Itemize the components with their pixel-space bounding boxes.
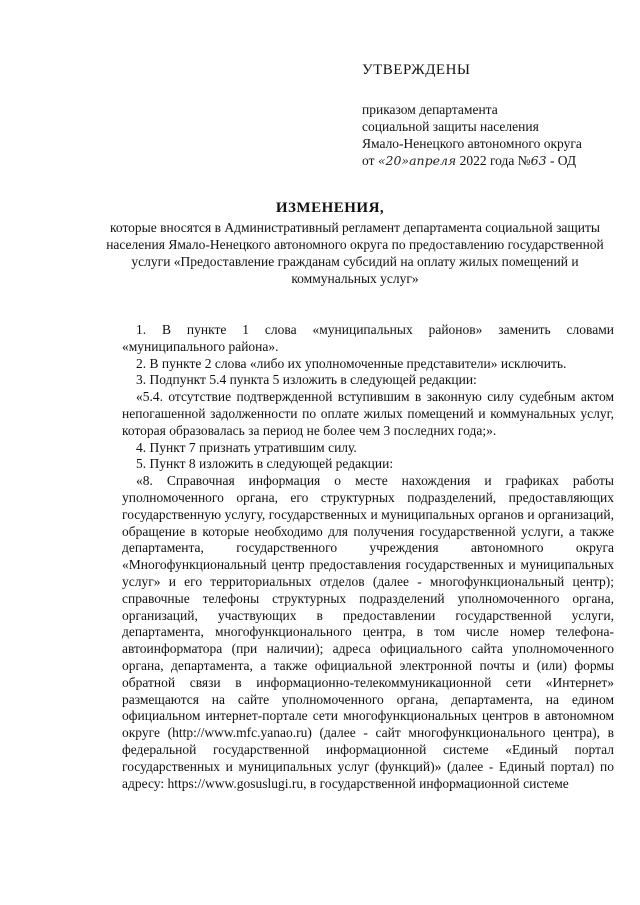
handwritten-day: «20 (377, 153, 402, 168)
approval-block (362, 62, 630, 169)
paragraph: «8. Справочная информация о месте нахождения и графиках работы уполномоченного органа, его структурных подразделений, предоставляющих государственную услугу, государственных и муниципальных органов и организаций, обращение в которые необходимо для получения государственной услуги, а также департамента, государственного учреждения автономного округа «Многофункциональный центр предоставления государственных и муниципальных услуг» и его территориальных отделов (далее - многофункциональный центр); справочные телефоны структурных подразделений уполномоченного органа, организаций, участвующих в предоставлении государственной услуги, департамента, многофункционального центра, в том числе номер телефона-автоинформатора (при наличии); адреса официального сайта уполномоченного органа, департамента, а также официальной электронной почты и (или) формы обратной связи в информационно-телекоммуникационной сети «Интернет» размещаются на сайте уполномоченного органа, департамента, на едином официальном интернет-портале сети многофункциональных центров в автономном округе (http://www.mfc.yanao.ru) (далее - сайт многофункционального центра), в федеральной государственной информационной системе «Единый портал государственных и муниципальных услуг (функций)» (далее - Единый портал) по адресу: https://www.gosuslugi.ru, в государственной информационной системе (122, 473, 614, 791)
paragraph: 1. В пункте 1 слова «муниципальных районов» заменить словами «муниципального района». (122, 322, 614, 354)
order-date-prefix: от (362, 153, 378, 168)
approval-line: приказом департамента (362, 102, 498, 117)
handwritten-number: 63 (530, 153, 547, 168)
approval-line: социальной защиты населения (362, 119, 539, 134)
order-date-line (362, 152, 630, 169)
document-title: ИЗМЕНЕНИЯ, (275, 200, 385, 216)
document-body (122, 322, 614, 792)
paragraph: 2. В пункте 2 слова «либо их уполномоченные представители» исключить. (136, 355, 567, 371)
approval-heading: УТВЕРЖДЕНЫ (362, 62, 471, 78)
paragraph: «5.4. отсутствие подтвержденной вступившим в законную силу судебным актом непогашенной задолженности по оплате жилых помещений и коммунальных услуг, которая образовалась за период не более чем 3 последних года;». (122, 389, 614, 438)
approval-line: Ямало-Ненецкого автономного округа (362, 136, 582, 151)
order-year: 2022 года № (456, 153, 531, 168)
paragraph: 3. Подпункт 5.4 пункта 5 изложить в следующей редакции: (136, 372, 477, 388)
document-subtitle: которые вносятся в Административный регламент департамента социальной защиты населения Ямало-Ненецкого автономного округа по предоставлению государственной услуги «Предоставление гражданам субсидий на оплату жилых помещений и коммунальных услуг» (106, 220, 604, 286)
paragraph: 4. Пункт 7 признать утратившим силу. (136, 439, 357, 455)
handwritten-month: »апреля (401, 153, 457, 168)
paragraph: 5. Пункт 8 изложить в следующей редакции: (136, 456, 394, 472)
order-suffix: - ОД (546, 153, 577, 168)
